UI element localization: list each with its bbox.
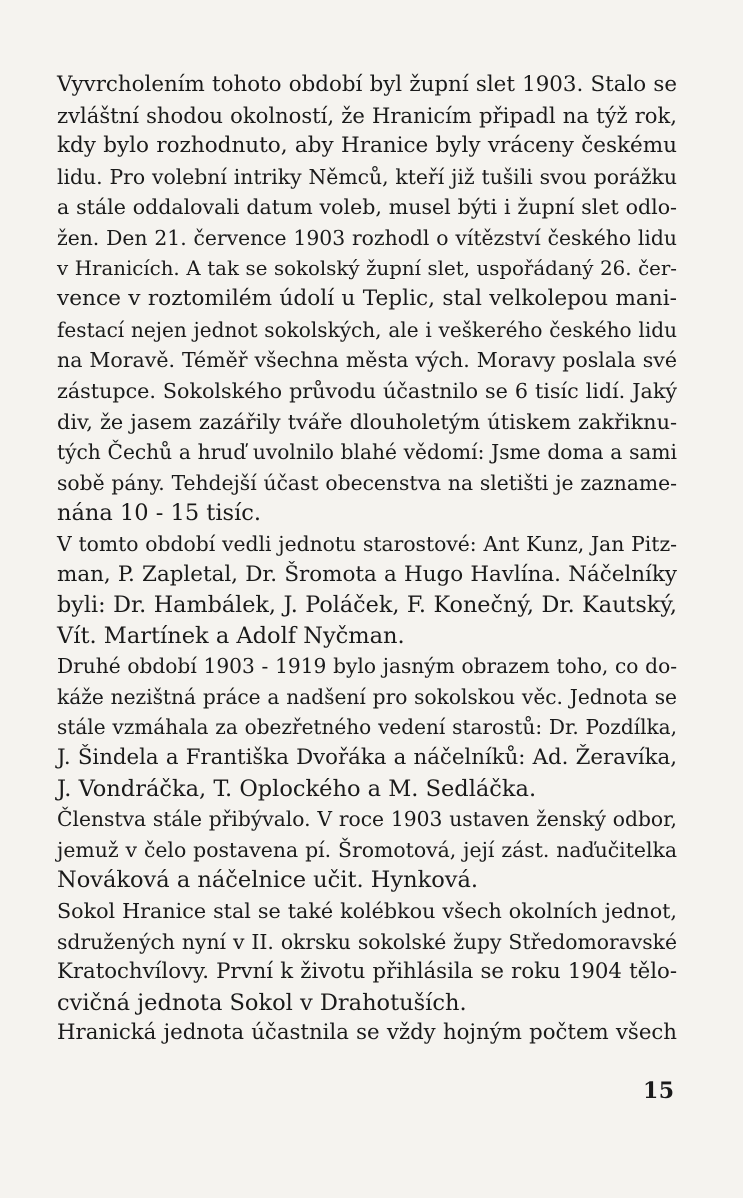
text-line: zvláštní shodou okolností, že Hranicím připadl na týž rok, — [57, 102, 677, 128]
text-line: byli: Dr. Hambálek, J. Poláček, F. Konečný, Dr. Kautský, — [57, 592, 677, 619]
text-line: kdy bylo rozhodnuto, aby Hranice byly vráceny českému — [57, 133, 677, 159]
text-line: V tomto období vedli jednotu starostové: Ant Kunz, Jan Pitz- — [57, 531, 677, 556]
text-line: sobě pány. Tehdejší účast obecenstva na sletišti je zazname- — [57, 470, 677, 495]
text-line: Sokol Hranice stal se také kolébkou všech okolních jednot, — [57, 899, 677, 924]
text-line: Vyvrcholením tohoto období byl župní slet 1903. Stalo se — [57, 72, 677, 97]
page-number: 15 — [643, 1078, 675, 1104]
paragraph — [57, 651, 677, 804]
text-line: sdružených nyní v II. okrsku sokolské župy Středomoravské — [57, 929, 677, 954]
text-line: Nováková a náčelnice učit. Hynková. — [57, 867, 479, 894]
text-line: Vít. Martínek a Adolf Nyčman. — [57, 622, 405, 649]
text-line: lidu. Pro volební intriky Němců, kteří již tušili svou porážku — [57, 164, 677, 189]
text-line: tých Čechů a hruď uvolnilo blahé vědomí: Jsme doma a sami — [57, 440, 677, 465]
text-line: Členstva stále přibývalo. V roce 1903 ustaven ženský odbor, — [57, 807, 677, 832]
text-line: káže nezištná práce a nadšení pro sokolskou věc. Jednota se — [57, 684, 677, 709]
text-line: Kratochvílovy. První k životu přihlásila se roku 1904 tělo- — [57, 959, 677, 985]
paragraph — [57, 529, 677, 651]
text-line: žen. Den 21. července 1903 rozhodl o vítězství českého lidu — [57, 225, 677, 250]
text-line: nána 10 - 15 tisíc. — [57, 500, 262, 527]
text-line: v Hranicích. A tak se sokolský župní slet, uspořádaný 26. čer- — [57, 256, 677, 280]
text-line: a stále oddalovali datum voleb, musel býti i župní slet odlo- — [57, 195, 677, 220]
text-line: J. Šindela a Františka Dvořáka a náčelníků: Ad. Žeravíka, — [57, 745, 677, 771]
text-line: festací nejen jednot sokolských, ale i veškerého českého lidu — [57, 317, 677, 342]
text-line: stále vzmáhala za obezřetného vedení starostů: Dr. Pozdílka, — [57, 715, 677, 740]
document-body — [57, 70, 677, 1049]
text-line: J. Vondráčka, T. Oplockého a M. Sedláčka. — [57, 775, 537, 802]
text-line: Hranická jednota účastnila se vždy hojným počtem všech — [57, 1020, 677, 1046]
paragraph — [57, 1018, 677, 1049]
paragraph — [57, 804, 677, 896]
text-line: na Moravě. Téměř všechna města vých. Moravy poslala své — [57, 348, 677, 373]
text-line: jemuž v čelo postavena pí. Šromotová, její zást. naďučitelka — [57, 837, 677, 862]
text-line: man, P. Zapletal, Dr. Šromota a Hugo Havlína. Náčelníky — [57, 561, 677, 587]
text-line: zástupce. Sokolského průvodu účastnilo se 6 tisíc lidí. Jaký — [57, 378, 677, 403]
paragraph — [57, 70, 677, 529]
text-line: vence v roztomilém údolí u Teplic, stal velkolepou mani- — [57, 286, 677, 312]
text-line: div, že jasem zazářily tváře dlouholetým útiskem zakřiknu- — [57, 409, 677, 434]
text-line: cvičná jednota Sokol v Drahotuších. — [57, 989, 467, 1016]
paragraph — [57, 896, 677, 1018]
text-line: Druhé období 1903 - 1919 bylo jasným obrazem toho, co do- — [57, 654, 677, 679]
